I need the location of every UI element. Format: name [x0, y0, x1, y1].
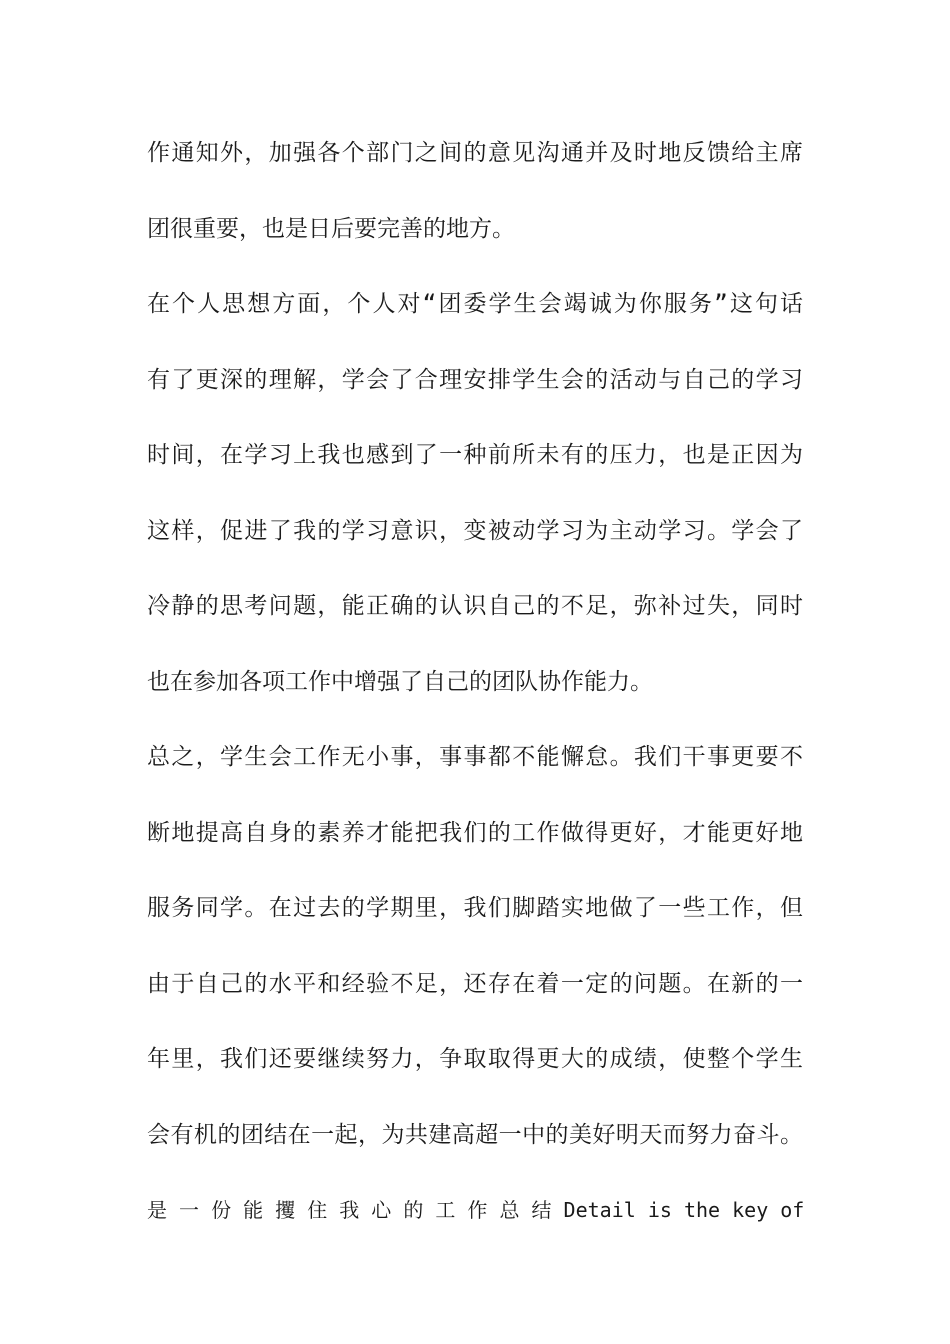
text-line: 由于自己的水平和经验不足，还存在着一定的问题。在新的一 [147, 970, 803, 997]
text-line: 年里，我们还要继续努力，争取取得更大的成绩，使整个学生 [147, 1046, 803, 1072]
text-line: 也在参加各项工作中增强了自己的团队协作能力。 [147, 668, 653, 695]
text-line: 是 一 份 能 攫 住 我 心 的 工 作 总 结 Detail is the key of [147, 1198, 805, 1222]
text-line: 服务同学。在过去的学期里，我们脚踏实地做了一些工作，但 [147, 895, 803, 921]
text-line: 有了更深的理解，学会了合理安排学生会的活动与自己的学习 [147, 366, 803, 393]
text-line: 在个人思想方面，个人对“团委学生会竭诚为你服务”这句话 [147, 291, 803, 317]
text-line: 时间，在学习上我也感到了一种前所未有的压力，也是正因为 [147, 442, 803, 468]
text-line: 总之，学生会工作无小事，事事都不能懈怠。我们干事更要不 [147, 744, 803, 770]
text-line: 这样，促进了我的学习意识，变被动学习为主动学习。学会了 [147, 517, 803, 544]
text-line: 冷静的思考问题，能正确的认识自己的不足，弥补过失，同时 [147, 593, 803, 619]
text-line: 作通知外，加强各个部门之间的意见沟通并及时地反馈给主席 [147, 140, 803, 166]
text-line: 会有机的团结在一起，为共建高超一中的美好明天而努力奋斗。 [147, 1121, 803, 1148]
text-line: 团很重要，也是日后要完善的地方。 [147, 215, 515, 242]
body-text [147, 130, 803, 1263]
text-line: 断地提高自身的素养才能把我们的工作做得更好，才能更好地 [147, 819, 803, 846]
